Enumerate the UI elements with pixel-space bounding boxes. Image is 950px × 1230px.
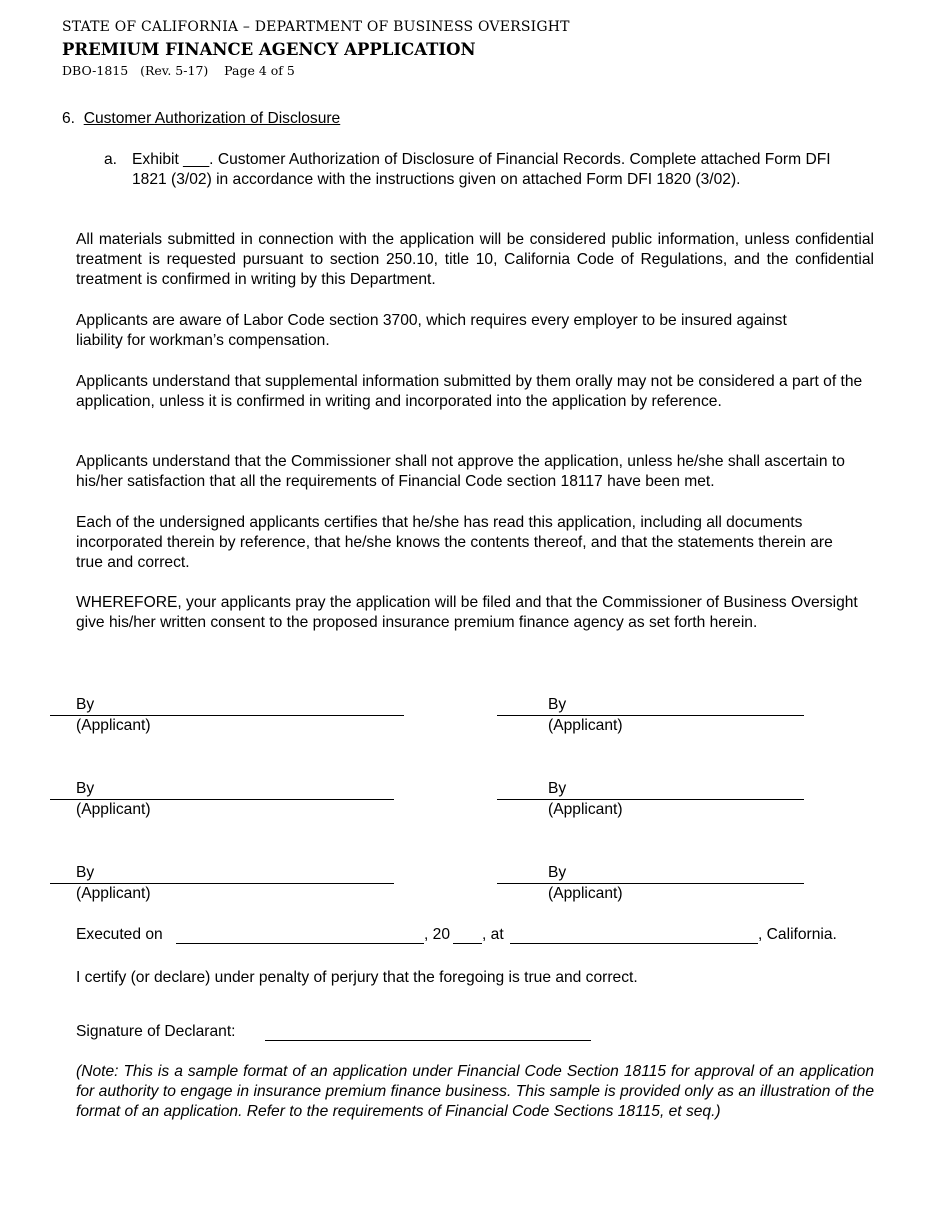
signature-by-label: By <box>76 780 95 797</box>
executed-year-line[interactable] <box>453 943 482 944</box>
agency-header: STATE OF CALIFORNIA – DEPARTMENT OF BUSINESS OVERSIGHT <box>62 19 570 35</box>
applicant-label: (Applicant) <box>76 717 151 734</box>
applicant-signature-line[interactable] <box>497 799 804 800</box>
signature-by-label: By <box>548 780 567 797</box>
applicant-signature-line[interactable] <box>497 883 804 884</box>
applicant-label: (Applicant) <box>548 801 623 818</box>
paragraph-public-info: All materials submitted in connection with the application will be considered public information, unless confidential treatment is requested pursuant to section 250.10, title 10, California Code of Regulations, and the confidential treatment is confirmed in writing by this Department. <box>76 231 874 288</box>
applicant-label: (Applicant) <box>76 885 151 902</box>
applicant-label: (Applicant) <box>76 801 151 818</box>
paragraph-supplemental: Applicants understand that supplemental information submitted by them orally may not be considered a part of the application, unless it is confirmed in writing and incorporated into the application by reference. <box>76 373 863 410</box>
perjury-certification: I certify (or declare) under penalty of perjury that the foregoing is true and correct. <box>76 969 638 986</box>
signature-by-label: By <box>548 696 567 713</box>
paragraph-certification: Each of the undersigned applicants certifies that he/she has read this application, including all documents incorporated therein by reference, that he/she knows the contents thereof, and that the statements therein are true and correct. <box>76 514 833 571</box>
signature-by-label: By <box>76 696 95 713</box>
section-number: 6. <box>62 110 76 127</box>
paragraph-wherefore: WHEREFORE, your applicants pray the application will be filed and that the Commissioner of Business Oversight give his/her written consent to the proposed insurance premium finance agency as set forth herein. <box>76 594 858 631</box>
section-title: Customer Authorization of Disclosure <box>83 110 341 127</box>
executed-at-label: , at <box>482 926 504 943</box>
form-info: DBO-1815 (Rev. 5-17) Page 4 of 5 <box>62 63 295 78</box>
applicant-signature-line[interactable] <box>497 715 804 716</box>
executed-location-line[interactable] <box>510 943 758 944</box>
declarant-signature-line[interactable] <box>265 1040 591 1041</box>
signature-declarant-label: Signature of Declarant: <box>76 1023 236 1040</box>
form-title: PREMIUM FINANCE AGENCY APPLICATION <box>62 40 476 59</box>
executed-on-label: Executed on <box>76 926 163 943</box>
section-heading <box>62 109 340 129</box>
item-a-label: a. <box>104 151 118 168</box>
paragraph-labor-code: Applicants are aware of Labor Code section 3700, which requires every employer to be insured against liability for workman’s compensation. <box>76 312 787 349</box>
signature-by-label: By <box>548 864 567 881</box>
section-item-a <box>104 150 864 190</box>
applicant-label: (Applicant) <box>548 717 623 734</box>
sample-note: (Note: This is a sample format of an application under Financial Code Section 18115 for approval of an application for authority to engage in insurance premium finance business. This sample is provided only as an illustration of the format of an application. Refer to the requirements of Financial Code Sections 18115, et seq.) <box>76 1063 874 1120</box>
executed-california-label: , California. <box>758 926 837 943</box>
paragraph-commissioner: Applicants understand that the Commissioner shall not approve the application, unless he/she shall ascertain to his/her satisfaction that all the requirements of Financial Code section 18117 have been met. <box>76 453 845 490</box>
executed-year-label: , 20 <box>424 926 451 943</box>
item-a-text: Exhibit ___. Customer Authorization of Disclosure of Financial Records. Complete attached Form DFI 1821 (3/02) in accordance with the instructions given on attached Form DFI 1820 (3/02). <box>132 151 831 188</box>
signature-by-label: By <box>76 864 95 881</box>
applicant-label: (Applicant) <box>548 885 623 902</box>
executed-date-line[interactable] <box>176 943 424 944</box>
